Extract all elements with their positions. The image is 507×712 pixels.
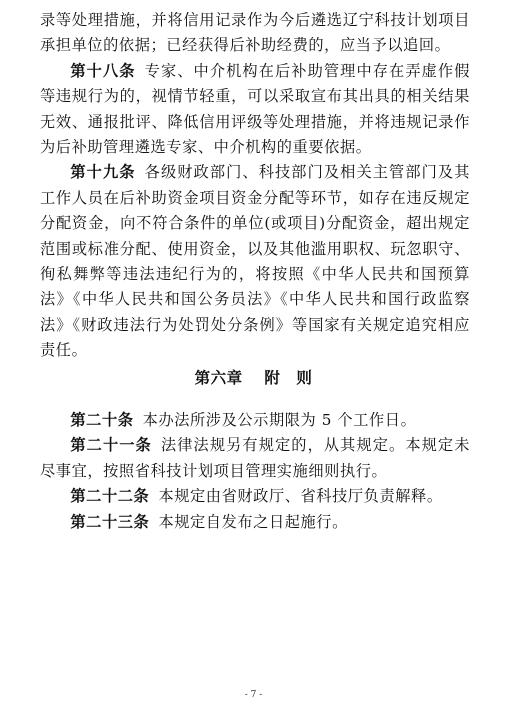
article-text: 法律法规另有规定的，从其规定。本规定未尽事宜，按照省科技计划项目管理实施细则执行。 [40,436,471,480]
article-number: 第二十一条 [70,436,152,455]
article-text: 本规定自发布之日起施行。 [158,512,348,531]
article-22 [40,484,470,509]
article-number: 第十九条 [70,163,136,182]
chapter-five-text [40,8,470,364]
article-19 [40,160,470,363]
continued-paragraph [40,8,470,59]
article-text: 本办法所涉及公示期限为 5 个工作日。 [142,411,417,429]
paragraph-text: 录等处理措施，并将信用记录作为今后遴选辽宁科技计划项目承担单位的依据；已经获得后补助经费的，应当予以追回。 [40,11,470,55]
article-number: 第十八条 [70,61,136,80]
article-18 [40,59,470,161]
article-number: 第二十条 [70,411,134,429]
article-20 [40,408,470,433]
chapter-six-text [40,408,470,535]
chapter-title: 附 则 [264,368,313,387]
page-number: - 7 - [244,690,263,700]
chapter-number: 第六章 [194,368,243,387]
article-21 [40,433,470,484]
article-number: 第二十三条 [70,512,150,531]
article-text: 专家、中介机构在后补助管理中存在弄虚作假等违规行为的，视情节轻重，可以采取宣布其出具的相关结果无效、通报批评、降低信用评级等处理措施，并将违规记录作为后补助管理遴选专家、中介机构的重要依据。 [40,61,470,157]
article-text: 本规定由省财政厅、省科技厅负责解释。 [158,487,443,506]
chapter-heading [0,366,507,388]
article-23 [40,510,470,535]
article-number: 第二十二条 [70,487,150,506]
article-text: 各级财政部门、科技部门及相关主管部门及其工作人员在后补助资金项目资金分配等环节，如存在违反规定分配资金，向不符合条件的单位(或项目)分配资金，超出规定范围或标准分配、使用资金，以及其他滥用职权、玩忽职守、徇私舞弊等违法违纪行为的，将按照《中华人民共和国预算法》《中华人民共和国公务员法》《中华人民共和国行政监察法》《财政违法行为处罚处分条例》等国家有关规定追究相应责任。 [40,163,470,360]
